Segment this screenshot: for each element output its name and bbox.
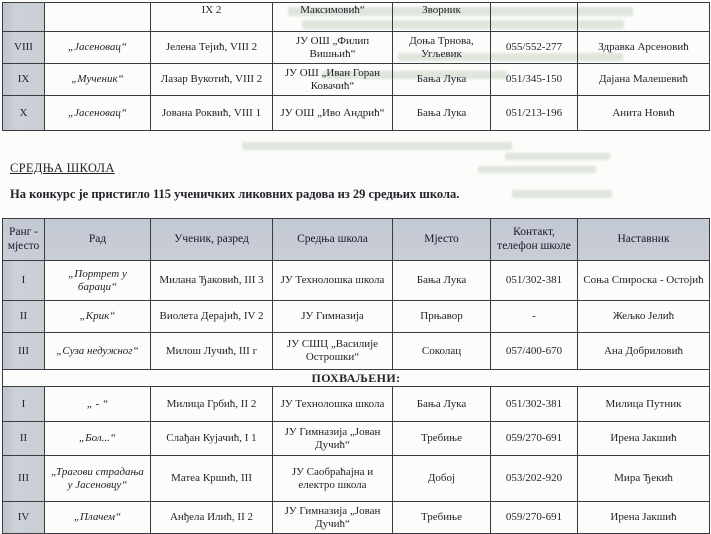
cell-work: „Јасеновац“ <box>45 96 151 131</box>
cell-work: „Мученик“ <box>45 64 151 96</box>
cell-rank: VIII <box>3 32 45 64</box>
cell-rank: X <box>3 96 45 131</box>
cell-phone: 059/270-691 <box>491 502 578 534</box>
cell-phone: 059/270-691 <box>491 422 578 456</box>
cell-school: ЈУ Гимназија „Јован Дучић“ <box>273 422 393 456</box>
commended-section-row <box>3 370 710 387</box>
cell-school: ЈУ Технолошка школа <box>273 261 393 301</box>
cell-work <box>45 3 151 32</box>
cell-phone <box>491 3 578 32</box>
header-teacher: Наставник <box>578 219 710 261</box>
cell-school: Максимовић“ <box>273 3 393 32</box>
cell-school: ЈУ Технолошка школа <box>273 387 393 422</box>
cell-phone: 051/345-150 <box>491 64 578 96</box>
cell-phone: 051/213-196 <box>491 96 578 131</box>
header-school: Средња школа <box>273 219 393 261</box>
table-row <box>3 261 710 301</box>
cell-work: „Јасеновац“ <box>45 32 151 64</box>
cell-rank: IV <box>3 502 45 534</box>
cell-teacher: Ана Добриловић <box>578 333 710 370</box>
cell-school: ЈУ Саобраћајна и електро школа <box>273 456 393 502</box>
cell-work: „Крик“ <box>45 301 151 333</box>
bleed-through-artifact <box>505 153 610 160</box>
cell-phone: 057/400-670 <box>491 333 578 370</box>
header-work: Рад <box>45 219 151 261</box>
table-row <box>3 32 710 64</box>
cell-teacher: Ирена Јакшић <box>578 422 710 456</box>
cell-school: ЈУ ОШ „Филип Вишњић“ <box>273 32 393 64</box>
cell-teacher: Мира Ђекић <box>578 456 710 502</box>
header-rank: Ранг - мјесто <box>3 219 45 261</box>
cell-place: Бања Лука <box>393 387 491 422</box>
cell-student: Милица Грбић, II 2 <box>151 387 273 422</box>
section-heading: СРЕДЊА ШКОЛА <box>10 161 115 175</box>
cell-rank: II <box>3 301 45 333</box>
header-place: Мјесто <box>393 219 491 261</box>
header-phone: Контакт, телефон школе <box>491 219 578 261</box>
cell-school: ЈУ Гимназија <box>273 301 393 333</box>
cell-student: Матеа Кршић, III <box>151 456 273 502</box>
cell-phone: 051/302-381 <box>491 387 578 422</box>
table-row <box>3 333 710 370</box>
bleed-through-artifact <box>512 190 612 198</box>
cell-student: Слађан Кујачић, I 1 <box>151 422 273 456</box>
cell-teacher: Здравка Арсеновић <box>578 32 710 64</box>
cell-school: ЈУ ОШ „Иван Горан Ковачић“ <box>273 64 393 96</box>
cell-phone: 055/552-277 <box>491 32 578 64</box>
cell-rank: I <box>3 261 45 301</box>
cell-rank <box>3 3 45 32</box>
table-row <box>3 96 710 131</box>
cell-teacher: Ирена Јакшић <box>578 502 710 534</box>
cell-place: Требиње <box>393 422 491 456</box>
cell-place: Бања Лука <box>393 261 491 301</box>
cell-place: Требиње <box>393 502 491 534</box>
cell-rank: III <box>3 333 45 370</box>
cell-place: Добој <box>393 456 491 502</box>
cell-place: Доња Трнова, Угљевик <box>393 32 491 64</box>
header-student: Ученик, разред <box>151 219 273 261</box>
table-row <box>3 64 710 96</box>
cell-work: „Трагови страдања у Јасеновцу“ <box>45 456 151 502</box>
secondary-school-results-table <box>2 218 710 534</box>
cell-school: ЈУ ОШ „Иво Андрић“ <box>273 96 393 131</box>
table-row <box>3 456 710 502</box>
cell-phone: - <box>491 301 578 333</box>
cell-place: Соколац <box>393 333 491 370</box>
cell-rank: III <box>3 456 45 502</box>
cell-student: Лазар Вукотић, VIII 2 <box>151 64 273 96</box>
bleed-through-artifact <box>242 142 512 150</box>
cell-work: „Бол...“ <box>45 422 151 456</box>
cell-work: „Суза недужног“ <box>45 333 151 370</box>
cell-phone: 053/202-920 <box>491 456 578 502</box>
cell-phone: 051/302-381 <box>491 261 578 301</box>
cell-place: Зворник <box>393 3 491 32</box>
cell-student: Анђела Илић, II 2 <box>151 502 273 534</box>
table-row <box>3 301 710 333</box>
cell-student: Јована Роквић, VIII 1 <box>151 96 273 131</box>
cell-teacher: Анита Новић <box>578 96 710 131</box>
cell-teacher: Жељко Јелић <box>578 301 710 333</box>
intro-text: На конкурс је пристигло 115 ученичких ликовних радова из 29 средњих школа. <box>10 187 460 201</box>
cell-rank: I <box>3 387 45 422</box>
cell-teacher: Дајана Малешевић <box>578 64 710 96</box>
cell-rank: II <box>3 422 45 456</box>
commended-label: ПОХВАЉЕНИ: <box>3 370 710 387</box>
cell-work: „Портрет у бараци“ <box>45 261 151 301</box>
table-row <box>3 387 710 422</box>
cell-work: „Плачем“ <box>45 502 151 534</box>
cell-teacher: Милица Путник <box>578 387 710 422</box>
bleed-through-artifact <box>478 166 596 173</box>
table-header-row <box>3 219 710 261</box>
cell-student: Милана Ђаковић, III 3 <box>151 261 273 301</box>
cell-student: Виолета Дерајић, IV 2 <box>151 301 273 333</box>
cell-student: Милош Лучић, III г <box>151 333 273 370</box>
cell-place: Прњавор <box>393 301 491 333</box>
primary-school-results-table <box>2 2 710 131</box>
table-row <box>3 422 710 456</box>
cell-rank: IX <box>3 64 45 96</box>
cell-school: ЈУ СШЦ „Василије Острошки“ <box>273 333 393 370</box>
cell-school: ЈУ Гимназија „Јован Дучић“ <box>273 502 393 534</box>
table-row <box>3 502 710 534</box>
cell-student: Јелена Тејић, VIII 2 <box>151 32 273 64</box>
cell-place: Бања Лука <box>393 64 491 96</box>
table-row-partial <box>3 3 710 32</box>
cell-work: „ - “ <box>45 387 151 422</box>
cell-teacher: Соња Спироска - Остојић <box>578 261 710 301</box>
cell-student: IX 2 <box>151 3 273 32</box>
cell-place: Бања Лука <box>393 96 491 131</box>
cell-teacher <box>578 3 710 32</box>
